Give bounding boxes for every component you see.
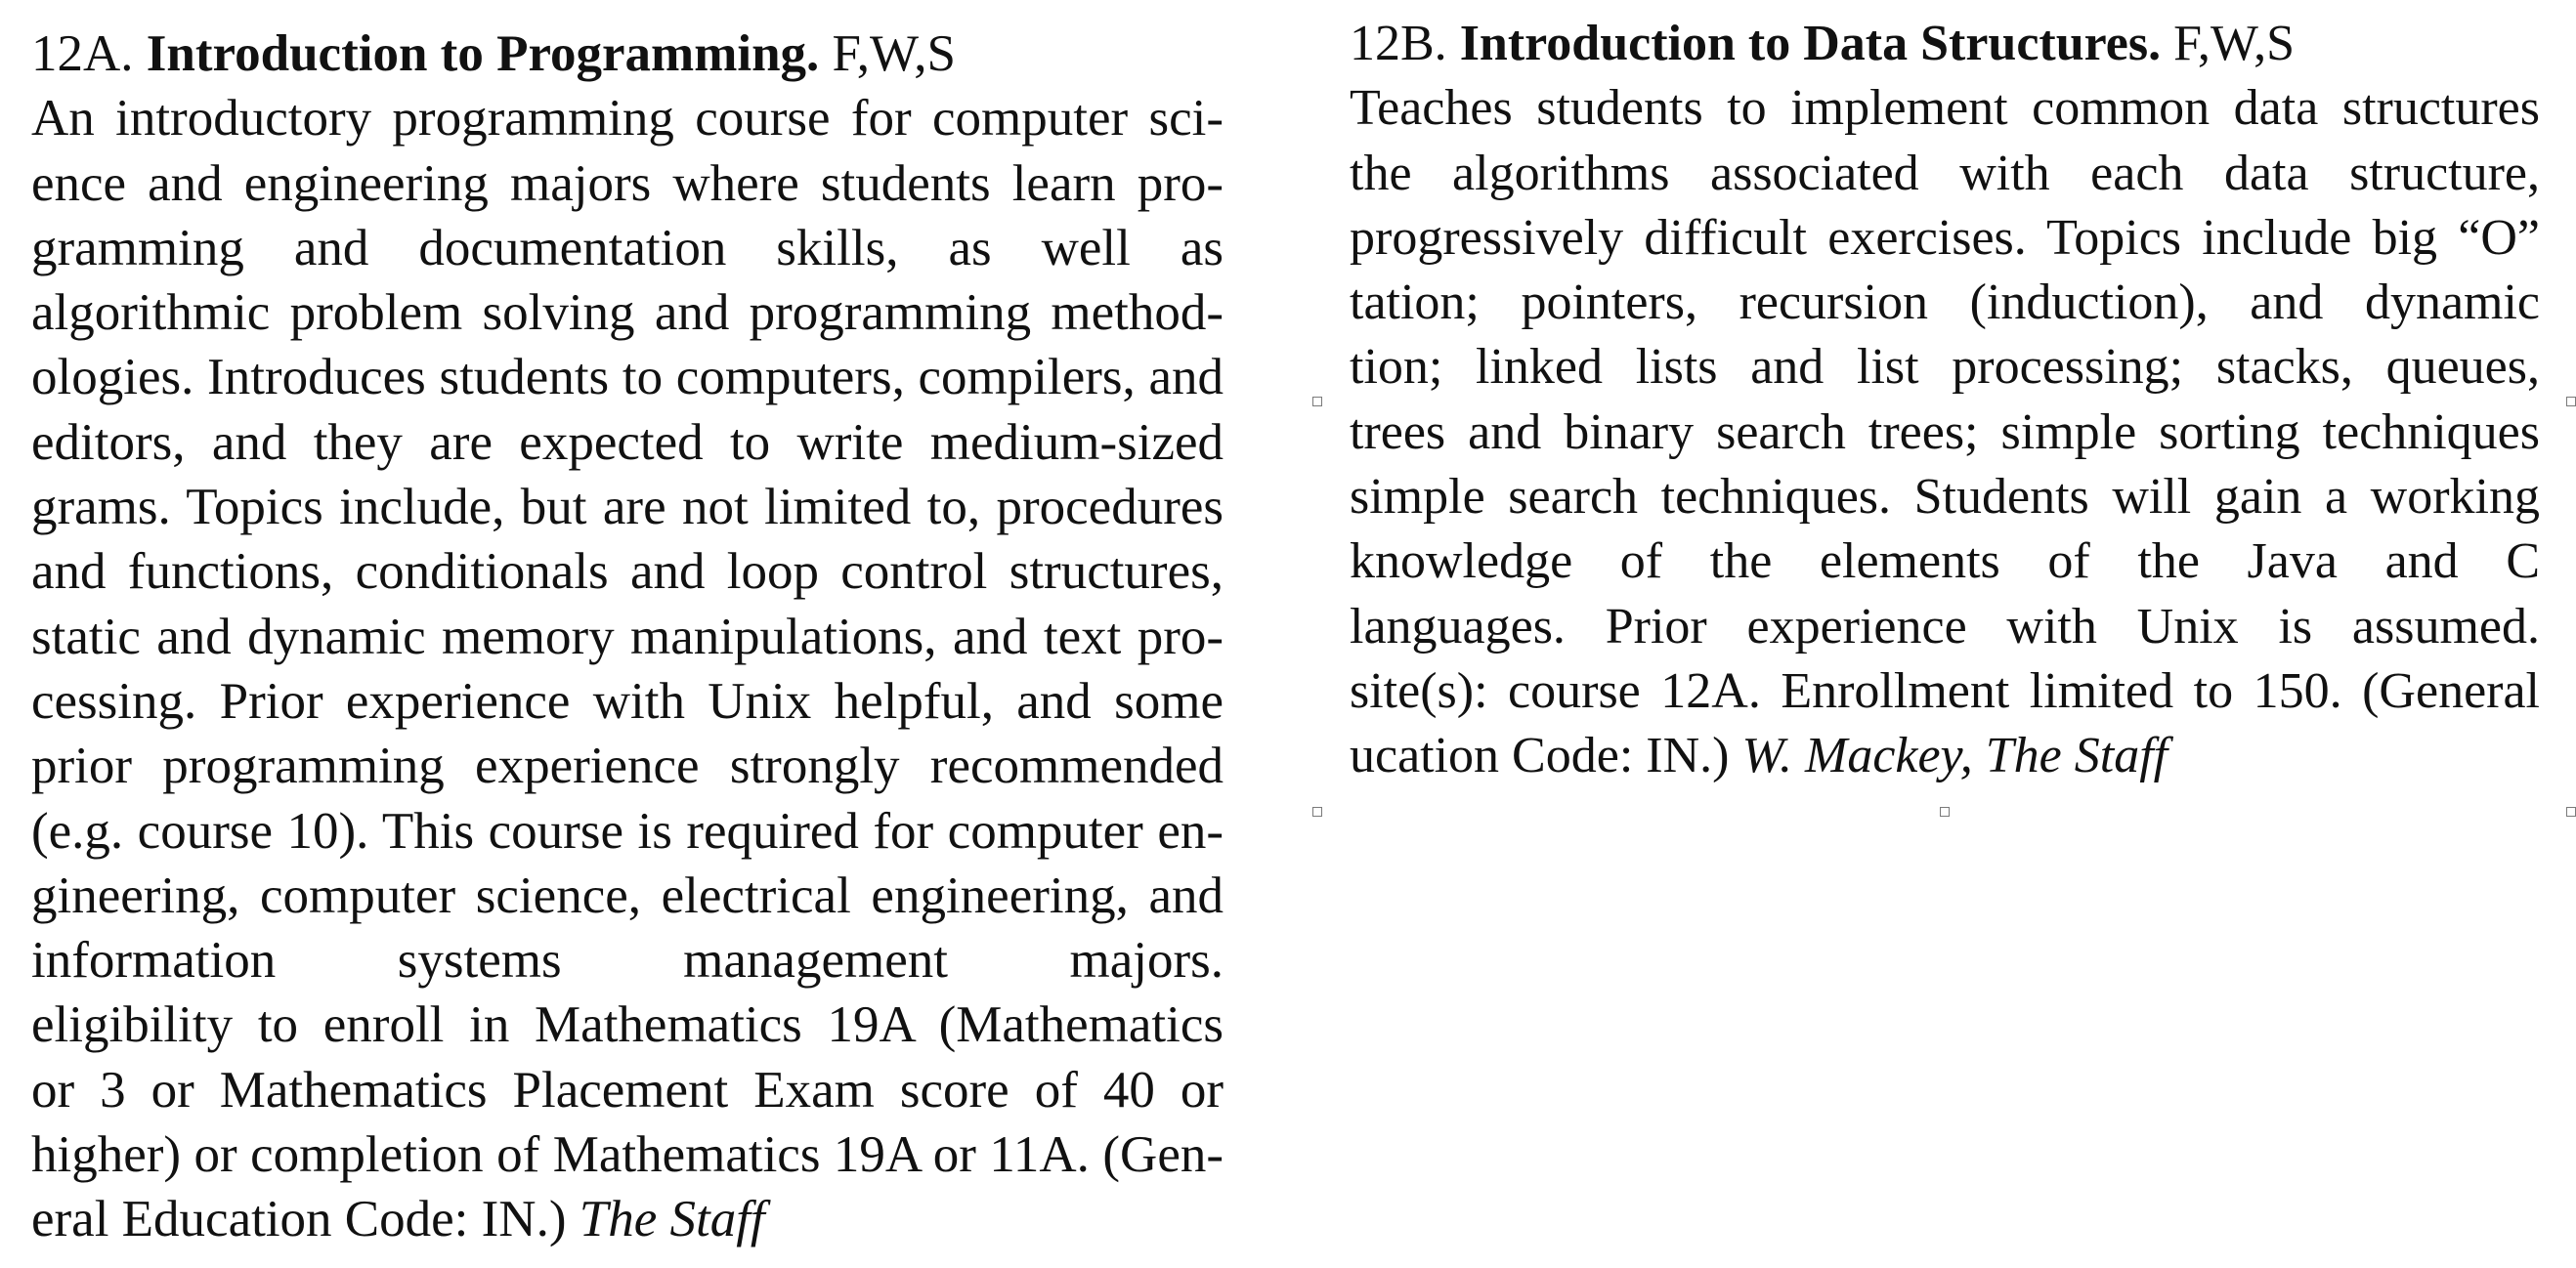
course-12a-line: ence and engineering majors where students learn pro-: [31, 154, 1224, 212]
course-12a-line: or 3 or Mathematics Placement Exam score of 40 or: [31, 1061, 1224, 1119]
course-12a-line: ologies. Introduces students to computers, compilers, and: [31, 349, 1224, 406]
course-12b-line: trees and binary search trees; simple sorting techniques: [1350, 403, 2540, 460]
course-12a-line: cessing. Prior experience with Unix helpful, and some: [31, 672, 1224, 730]
course-12b-line: knowledge of the elements of the Java and C: [1350, 533, 2540, 590]
course-12b-ge-code: ucation Code: IN.): [1350, 728, 1730, 784]
course-12a-last-line: [31, 1187, 1224, 1251]
course-12a-line: information systems management majors.: [31, 932, 1224, 990]
course-12b-line: Teaches students to implement common data structures: [1350, 80, 2540, 137]
course-12a-line: (e.g. course 10). This course is required for computer en-: [31, 802, 1224, 860]
course-12b-instructor: W. Mackey, The Staff: [1741, 728, 2168, 784]
course-12a-line: prior programming experience strongly recommended: [31, 738, 1224, 795]
resize-handle-left-mid[interactable]: [1312, 397, 1322, 406]
course-12b-entry: [1350, 12, 2540, 789]
course-12b-line: simple search techniques. Students will gain a working: [1350, 469, 2540, 526]
course-12a-instructor: The Staff: [579, 1191, 765, 1248]
resize-handle-right-mid[interactable]: [2566, 397, 2576, 406]
course-12b-last-line: [1350, 724, 2540, 788]
resize-handle-bottom-right[interactable]: [2566, 807, 2576, 817]
course-12a-line: gineering, computer science, electrical engineering, and: [31, 866, 1224, 924]
course-12a-line: algorithmic problem solving and programming method-: [31, 284, 1224, 342]
course-12b-number: 12B.: [1350, 16, 1447, 71]
course-12a-terms: F,W,S: [832, 25, 956, 82]
course-12b-terms: F,W,S: [2173, 16, 2296, 71]
course-12b-line: site(s): course 12A. Enrollment limited to 150. (General: [1350, 662, 2540, 719]
course-12a-line: higher) or completion of Mathematics 19A or 11A. (Gen-: [31, 1126, 1224, 1184]
course-12b-line: tion; linked lists and list processing; stacks, queues,: [1350, 339, 2540, 396]
course-12a-line: eligibility to enroll in Mathematics 19A (Mathematics: [31, 996, 1224, 1054]
course-12a-number: 12A.: [31, 25, 134, 82]
course-12a-title: Introduction to Programming.: [146, 25, 820, 82]
course-12a-line: An introductory programming course for computer sci-: [31, 90, 1224, 148]
course-12a-entry: [31, 21, 1224, 1252]
course-12a-heading: [31, 21, 1224, 86]
course-12a-line: editors, and they are expected to write medium-sized: [31, 413, 1224, 471]
course-12a-line: grams. Topics include, but are not limited to, procedures: [31, 479, 1224, 536]
course-12b-line: languages. Prior experience with Unix is assumed.: [1350, 598, 2540, 655]
course-12b-line: the algorithms associated with each data structure,: [1350, 145, 2540, 201]
resize-handle-bottom-mid[interactable]: [1940, 807, 1950, 817]
course-12a-line: static and dynamic memory manipulations, and text pro-: [31, 608, 1224, 665]
course-12a-line: gramming and documentation skills, as well as: [31, 219, 1224, 276]
course-12b-line: tation; pointers, recursion (induction), and dynamic: [1350, 275, 2540, 331]
course-12b-heading: [1350, 12, 2540, 76]
course-12b-title: Introduction to Data Structures.: [1459, 16, 2162, 71]
course-12a-line: and functions, conditionals and loop control structures,: [31, 543, 1224, 601]
resize-handle-bottom-left[interactable]: [1312, 807, 1322, 817]
course-12a-ge-code: eral Education Code: IN.): [31, 1191, 567, 1248]
course-12b-line: progressively difficult exercises. Topics include big “O”: [1350, 209, 2540, 266]
